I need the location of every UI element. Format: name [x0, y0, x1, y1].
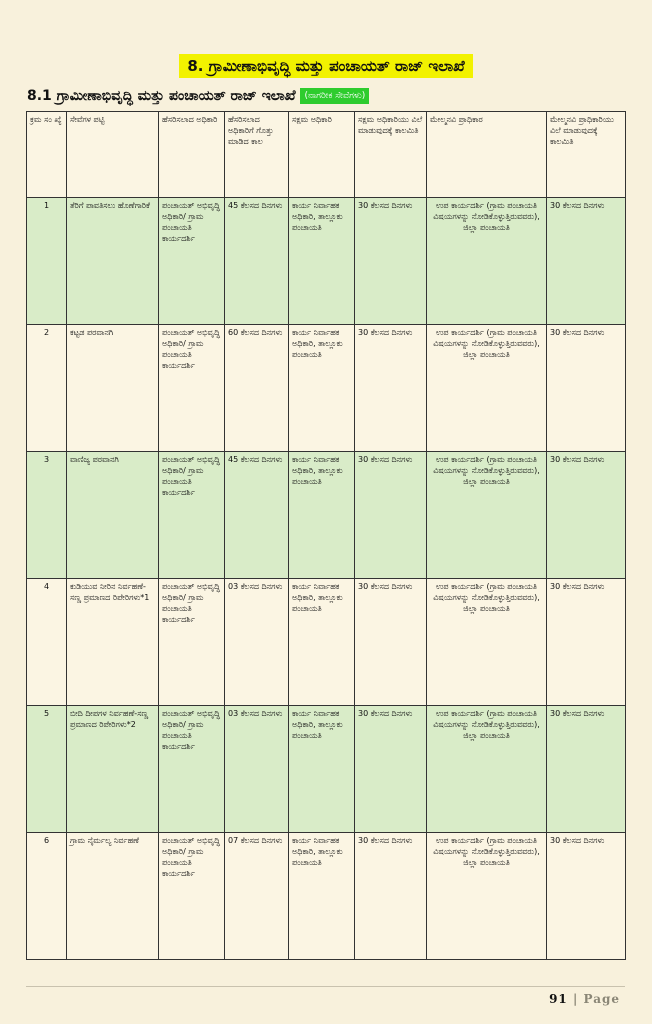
header-cell: ಸಕ್ಷಮ ಅಧಿಕಾರಿಯು ವಿಲೆ ಮಾಡುವುದಕ್ಕೆ ಕಾಲಮಿತಿ: [355, 112, 427, 198]
service-name-cell: ಗ್ರಾಮ ನೈರ್ಮಲ್ಯ ನಿರ್ವಹಣೆ: [67, 833, 159, 960]
appellate-authority-cell: ಉಪ ಕಾರ್ಯದರ್ಶಿ (ಗ್ರಾಮ ಪಂಚಾಯತಿ ವಿಷಯಗಳನ್ನು ನೋಡಿಕೊಳ್ಳುತ್ತಿರುವವರು), ಜಿಲ್ಲಾ ಪಂಚಾಯತಿ: [427, 833, 547, 960]
table-row: [27, 706, 626, 833]
designated-officer-cell: ಪಂಚಾಯತ್ ಅಭಿವೃದ್ಧಿ ಅಧಿಕಾರಿ/ ಗ್ರಾಮ ಪಂಚಾಯತಿ ಕಾರ್ಯದರ್ಶಿ: [159, 325, 225, 452]
competent-time-limit-cell: 30 ಕೆಲಸದ ದಿನಗಳು: [355, 325, 427, 452]
service-name-cell: ಬೀದಿ ದೀಪಗಳ ನಿರ್ವಹಣೆ-ಸಣ್ಣ ಪ್ರಮಾಣದ ರಿಪೇರಿಗಳು*2: [67, 706, 159, 833]
designated-time-limit-cell: 03 ಕೆಲಸದ ದಿನಗಳು: [225, 706, 289, 833]
competent-officer-cell: ಕಾರ್ಯ ನಿರ್ವಾಹಕ ಅಧಿಕಾರಿ, ತಾಲ್ಲೂಕು ಪಂಚಾಯತಿ: [289, 452, 355, 579]
table-body: [27, 198, 626, 960]
header-cell: ಹೆಸರಿಸಲಾದ ಅಧಿಕಾರಿ: [159, 112, 225, 198]
serial-number-cell: 1: [27, 198, 67, 325]
page-label: | Page: [572, 992, 620, 1006]
table-row: [27, 833, 626, 960]
header-cell: ಮೇಲ್ಮನವಿ ಪ್ರಾಧಿಕಾರ: [427, 112, 547, 198]
header-cell: ಹೆಸರಿಸಲಾದ ಅಧಿಕಾರಿಗೆ ಗೊತ್ತು ಮಾಡಿದ ಕಾಲ: [225, 112, 289, 198]
competent-officer-cell: ಕಾರ್ಯ ನಿರ್ವಾಹಕ ಅಧಿಕಾರಿ, ತಾಲ್ಲೂಕು ಪಂಚಾಯತಿ: [289, 579, 355, 706]
designated-time-limit-cell: 45 ಕೆಲಸದ ದಿನಗಳು: [225, 452, 289, 579]
serial-number-cell: 6: [27, 833, 67, 960]
header-cell: ಕ್ರಮ ಸಂ ಖ್ಯೆ: [27, 112, 67, 198]
service-name-cell: ಕುಡಿಯುವ ನೀರಿನ ನಿರ್ವಹಣೆ- ಸಣ್ಣ ಪ್ರಮಾಣದ ರಿಪೇರಿಗಳು*1: [67, 579, 159, 706]
competent-time-limit-cell: 30 ಕೆಲಸದ ದಿನಗಳು: [355, 452, 427, 579]
service-name-cell: ತೆರಿಗೆ ಪಾವತಿಸಲು ಹೊಣೆಗಾರಿಕೆ: [67, 198, 159, 325]
citizen-services-badge: (ನಾಗರೀಕ ಸೇವೆಗಳು): [300, 88, 369, 104]
competent-officer-cell: ಕಾರ್ಯ ನಿರ್ವಾಹಕ ಅಧಿಕಾರಿ, ತಾಲ್ಲೂಕು ಪಂಚಾಯತಿ: [289, 198, 355, 325]
designated-officer-cell: ಪಂಚಾಯತ್ ಅಭಿವೃದ್ಧಿ ಅಧಿಕಾರಿ/ ಗ್ರಾಮ ಪಂಚಾಯತಿ ಕಾರ್ಯದರ್ಶಿ: [159, 579, 225, 706]
table-row: [27, 198, 626, 325]
appellate-authority-cell: ಉಪ ಕಾರ್ಯದರ್ಶಿ (ಗ್ರಾಮ ಪಂಚಾಯತಿ ವಿಷಯಗಳನ್ನು ನೋಡಿಕೊಳ್ಳುತ್ತಿರುವವರು), ಜಿಲ್ಲಾ ಪಂಚಾಯತಿ: [427, 452, 547, 579]
table-row: [27, 579, 626, 706]
competent-time-limit-cell: 30 ಕೆಲಸದ ದಿನಗಳು: [355, 706, 427, 833]
page-number-value: 91: [549, 992, 568, 1006]
serial-number-cell: 3: [27, 452, 67, 579]
competent-officer-cell: ಕಾರ್ಯ ನಿರ್ವಾಹಕ ಅಧಿಕಾರಿ, ತಾಲ್ಲೂಕು ಪಂಚಾಯತಿ: [289, 833, 355, 960]
footer-divider: [26, 986, 625, 987]
designated-time-limit-cell: 07 ಕೆಲಸದ ದಿನಗಳು: [225, 833, 289, 960]
table-header-row: [27, 112, 626, 198]
services-table: [26, 111, 626, 960]
designated-time-limit-cell: 60 ಕೆಲಸದ ದಿನಗಳು: [225, 325, 289, 452]
designated-officer-cell: ಪಂಚಾಯತ್ ಅಭಿವೃದ್ಧಿ ಅಧಿಕಾರಿ/ ಗ್ರಾಮ ಪಂಚಾಯತಿ ಕಾರ್ಯದರ್ಶಿ: [159, 706, 225, 833]
serial-number-cell: 5: [27, 706, 67, 833]
designated-time-limit-cell: 45 ಕೆಲಸದ ದಿನಗಳು: [225, 198, 289, 325]
competent-time-limit-cell: 30 ಕೆಲಸದ ದಿನಗಳು: [355, 198, 427, 325]
competent-time-limit-cell: 30 ಕೆಲಸದ ದಿನಗಳು: [355, 833, 427, 960]
competent-officer-cell: ಕಾರ್ಯ ನಿರ್ವಾಹಕ ಅಧಿಕಾರಿ, ತಾಲ್ಲೂಕು ಪಂಚಾಯತಿ: [289, 325, 355, 452]
serial-number-cell: 2: [27, 325, 67, 452]
appellate-authority-cell: ಉಪ ಕಾರ್ಯದರ್ಶಿ (ಗ್ರಾಮ ಪಂಚಾಯತಿ ವಿಷಯಗಳನ್ನು ನೋಡಿಕೊಳ್ಳುತ್ತಿರುವವರು), ಜಿಲ್ಲಾ ಪಂಚಾಯತಿ: [427, 579, 547, 706]
appellate-authority-cell: ಉಪ ಕಾರ್ಯದರ್ಶಿ (ಗ್ರಾಮ ಪಂಚಾಯತಿ ವಿಷಯಗಳನ್ನು ನೋಡಿಕೊಳ್ಳುತ್ತಿರುವವರು), ಜಿಲ್ಲಾ ಪಂಚಾಯತಿ: [427, 198, 547, 325]
appellate-time-limit-cell: 30 ಕೆಲಸದ ದಿನಗಳು: [547, 198, 626, 325]
appellate-time-limit-cell: 30 ಕೆಲಸದ ದಿನಗಳು: [547, 706, 626, 833]
page-heading: 8. ಗ್ರಾಮೀಣಾಭಿವೃದ್ಧಿ ಮತ್ತು ಪಂಚಾಯತ್ ರಾಜ್ ಇಲಾಖೆ: [179, 54, 472, 78]
header-cell: ಸಕ್ಷಮ ಅಧಿಕಾರಿ: [289, 112, 355, 198]
competent-time-limit-cell: 30 ಕೆಲಸದ ದಿನಗಳು: [355, 579, 427, 706]
designated-officer-cell: ಪಂಚಾಯತ್ ಅಭಿವೃದ್ಧಿ ಅಧಿಕಾರಿ/ ಗ್ರಾಮ ಪಂಚಾಯತಿ ಕಾರ್ಯದರ್ಶಿ: [159, 833, 225, 960]
competent-officer-cell: ಕಾರ್ಯ ನಿರ್ವಾಹಕ ಅಧಿಕಾರಿ, ತಾಲ್ಲೂಕು ಪಂಚಾಯತಿ: [289, 706, 355, 833]
appellate-time-limit-cell: 30 ಕೆಲಸದ ದಿನಗಳು: [547, 579, 626, 706]
table-row: [27, 452, 626, 579]
table-row: [27, 325, 626, 452]
header-cell: ಸೇವೆಗಳ ಪಟ್ಟಿ: [67, 112, 159, 198]
header-cell: ಮೇಲ್ಮನವಿ ಪ್ರಾಧಿಕಾರಿಯು ವಿಲೆ ಮಾಡುವುದಕ್ಕೆ ಕಾಲಮಿತಿ: [547, 112, 626, 198]
section-title-text: 8.1 ಗ್ರಾಮೀಣಾಭಿವೃದ್ಧಿ ಮತ್ತು ಪಂಚಾಯತ್ ರಾಜ್ ಇಲಾಖೆ: [27, 88, 296, 104]
appellate-time-limit-cell: 30 ಕೆಲಸದ ದಿನಗಳು: [547, 833, 626, 960]
serial-number-cell: 4: [27, 579, 67, 706]
designated-officer-cell: ಪಂಚಾಯತ್ ಅಭಿವೃದ್ಧಿ ಅಧಿಕಾರಿ/ ಗ್ರಾಮ ಪಂಚಾಯತಿ ಕಾರ್ಯದರ್ಶಿ: [159, 452, 225, 579]
heading-wrap: [0, 54, 652, 78]
service-name-cell: ವಾಣಿಜ್ಯ ಪರವಾನಗಿ: [67, 452, 159, 579]
page-number: [549, 992, 620, 1006]
appellate-time-limit-cell: 30 ಕೆಲಸದ ದಿನಗಳು: [547, 325, 626, 452]
appellate-authority-cell: ಉಪ ಕಾರ್ಯದರ್ಶಿ (ಗ್ರಾಮ ಪಂಚಾಯತಿ ವಿಷಯಗಳನ್ನು ನೋಡಿಕೊಳ್ಳುತ್ತಿರುವವರು), ಜಿಲ್ಲಾ ಪಂಚಾಯತಿ: [427, 706, 547, 833]
designated-officer-cell: ಪಂಚಾಯತ್ ಅಭಿವೃದ್ಧಿ ಅಧಿಕಾರಿ/ ಗ್ರಾಮ ಪಂಚಾಯತಿ ಕಾರ್ಯದರ್ಶಿ: [159, 198, 225, 325]
section-title: [27, 86, 369, 106]
appellate-time-limit-cell: 30 ಕೆಲಸದ ದಿನಗಳು: [547, 452, 626, 579]
designated-time-limit-cell: 03 ಕೆಲಸದ ದಿನಗಳು: [225, 579, 289, 706]
service-name-cell: ಕಟ್ಟಡ ಪರವಾನಗಿ: [67, 325, 159, 452]
appellate-authority-cell: ಉಪ ಕಾರ್ಯದರ್ಶಿ (ಗ್ರಾಮ ಪಂಚಾಯತಿ ವಿಷಯಗಳನ್ನು ನೋಡಿಕೊಳ್ಳುತ್ತಿರುವವರು), ಜಿಲ್ಲಾ ಪಂಚಾಯತಿ: [427, 325, 547, 452]
